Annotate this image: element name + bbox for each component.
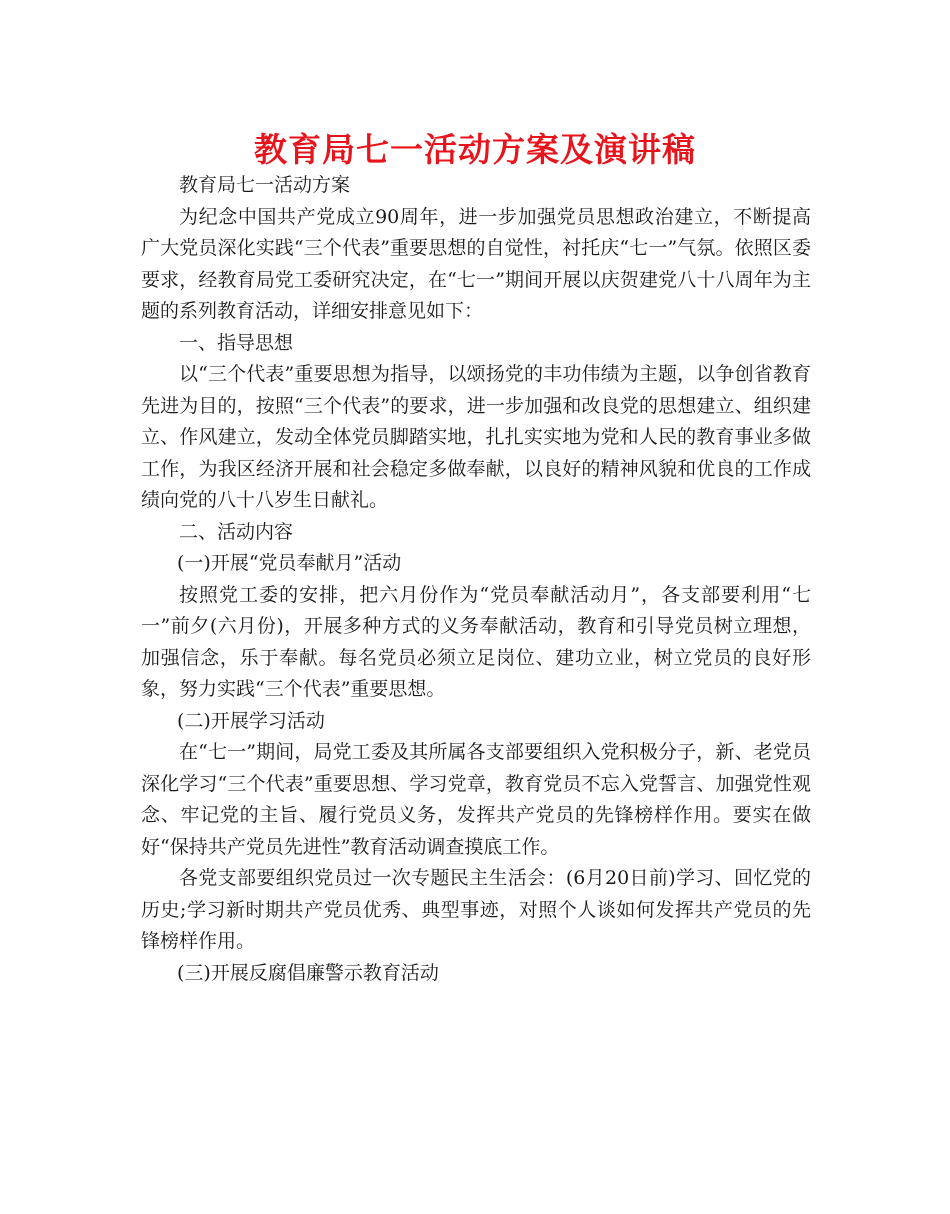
subheading-study: (二)开展学习活动 bbox=[177, 709, 325, 732]
paragraph-guiding-thought: 以“三个代表”重要思想为指导，以颂扬党的丰功伟绩为主题，以争创省教育先进为目的，按照“三个代表”的要求，进一步加强和改良党的思想建立、组织建立、作风建立，发动全体党员脚踏实地，扎扎实实地为党和人民的教育事业多做工作，为我区经济开展和社会稳定多做奉献，以良好的精神风貌和优良的工作成绩向党的八十八岁生日献礼。 bbox=[141, 363, 811, 511]
heading-guiding-thought: 一、指导思想 bbox=[179, 331, 294, 354]
paragraph-intro: 为纪念中国共产党成立90周年，进一步加强党员思想政治建立，不断提高广大党员深化实践“三个代表”重要思想的自觉性，衬托庆“七一”气氛。依照区委要求，经教育局党工委研究决定，在“七一”期间开展以庆贺建党八十八周年为主题的系列教育活动，详细安排意见如下： bbox=[141, 205, 811, 322]
document-title: 教育局七一活动方案及演讲稿 bbox=[254, 130, 696, 169]
paragraph-democratic-meeting: 各党支部要组织党员过一次专题民主生活会：(6月20日前)学习、回忆党的历史;学习新时期共产党员优秀、典型事迹，对照个人谈如何发挥共产党员的先锋榜样作用。 bbox=[141, 867, 811, 952]
paragraph-dedication-month: 按照党工委的安排，把六月份作为“党员奉献活动月”，各支部要利用“七一”前夕(六月份)，开展多种方式的义务奉献活动，教育和引导党员树立理想，加强信念，乐于奉献。每名党员必须立足岗位、建功立业，树立党员的良好形象，努力实践“三个代表”重要思想。 bbox=[141, 583, 811, 700]
subheading-anti-corruption: (三)开展反腐倡廉警示教育活动 bbox=[177, 961, 439, 984]
paragraph-subtitle: 教育局七一活动方案 bbox=[179, 174, 351, 196]
paragraph-study: 在“七一”期间，局党工委及其所属各支部要组织入党积极分子，新、老党员深化学习“三个代表”重要思想、学习党章，教育党员不忘入党誓言、加强党性观念、牢记党的主旨、履行党员义务，发挥共产党员的先锋榜样作用。要实在做好“保持共产党员先进性”教育活动调查摸底工作。 bbox=[141, 741, 811, 858]
document-body bbox=[141, 170, 811, 989]
heading-activities: 二、活动内容 bbox=[179, 520, 294, 543]
subheading-dedication-month: (一)开展“党员奉献月”活动 bbox=[177, 552, 402, 574]
